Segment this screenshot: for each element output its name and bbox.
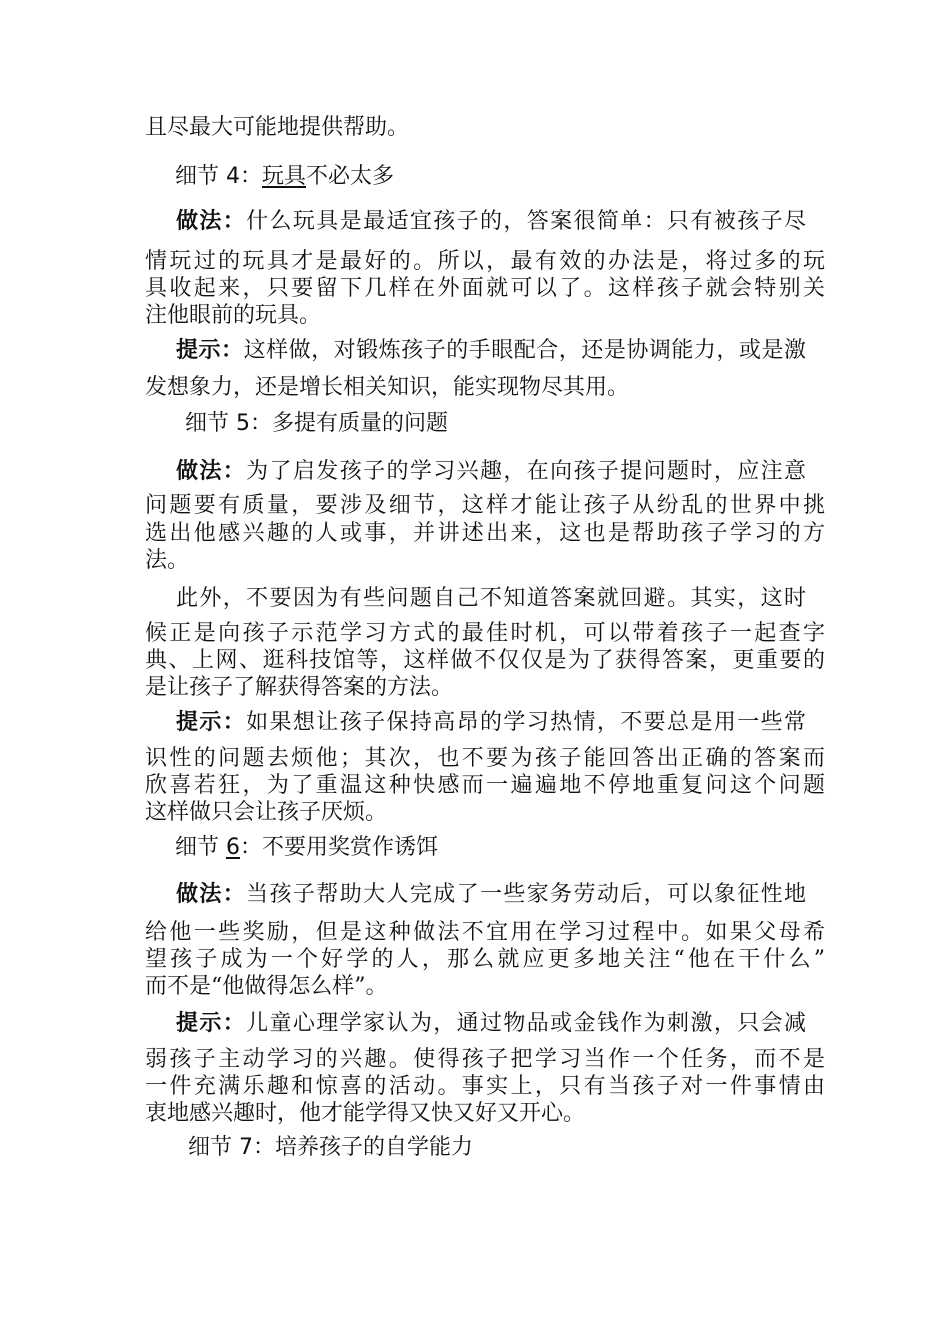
- method-paragraph-4: 做法：什么玩具是最适宜孩子的，答案很简单：只有被孩子尽: [176, 209, 806, 234]
- paragraph-line: 而不是“他做得怎么样”。: [145, 974, 388, 999]
- paragraph-line: 注他眼前的玩具。: [145, 303, 322, 328]
- section-heading-6: 细节 6：不要用奖赏作诱饵: [175, 835, 439, 860]
- method-label: 做法：: [176, 209, 247, 234]
- method-label: 做法：: [176, 882, 247, 907]
- paragraph-line: 具收起来，只要留下几样在外面就可以了。这样孩子就会特别关: [145, 276, 825, 301]
- tip-paragraph-5: 提示：如果想让孩子保持高昂的学习热情，不要总是用一些常: [176, 710, 806, 735]
- paragraph-line: 识性的问题去烦他；其次，也不要为孩子能回答出正确的答案而: [145, 746, 825, 771]
- paragraph-line: 且尽最大可能地提供帮助。: [145, 115, 410, 140]
- paragraph-line: 望孩子成为一个好学的人，那么就应更多地关注“他在干什么”: [145, 947, 825, 972]
- paragraph-line: 给他一些奖励，但是这种做法不宜用在学习过程中。如果父母希: [145, 920, 825, 945]
- tip-paragraph-4: 提示：这样做，对锻炼孩子的手眼配合，还是协调能力，或是激: [176, 338, 806, 363]
- paragraph-line: 一件充满乐趣和惊喜的活动。事实上，只有当孩子对一件事情由: [145, 1074, 825, 1099]
- paragraph-line: 情玩过的玩具才是最好的。所以，最有效的办法是，将过多的玩: [145, 249, 825, 274]
- paragraph-line: 发想象力，还是增长相关知识，能实现物尽其用。: [145, 375, 630, 400]
- paragraph-line: 法。: [145, 548, 190, 573]
- paragraph-line: 衷地感兴趣时，他才能学得又快又好又开心。: [145, 1101, 586, 1126]
- paragraph-line: 选出他感兴趣的人或事，并讲述出来，这也是帮助孩子学习的方: [145, 521, 825, 546]
- method-label: 做法：: [176, 459, 247, 484]
- section-heading-5: 细节 5：多提有质量的问题: [185, 411, 448, 436]
- method-paragraph-6: 做法：当孩子帮助大人完成了一些家务劳动后，可以象征性地: [176, 882, 806, 907]
- paragraph-line: 是让孩子了解获得答案的方法。: [145, 675, 454, 700]
- tip-label: 提示：: [176, 338, 244, 363]
- paragraph-line: 典、上网、逛科技馆等，这样做不仅仅是为了获得答案，更重要的: [145, 648, 825, 673]
- tip-label: 提示：: [176, 710, 247, 735]
- section-heading-4: 细节 4：玩具不必太多: [175, 164, 395, 189]
- paragraph-line: 欣喜若狂，为了重温这种快感而一遍遍地不停地重复问这个问题: [145, 773, 825, 798]
- paragraph-line: 候正是向孩子示范学习方式的最佳时机，可以带着孩子一起查字: [145, 621, 825, 646]
- tip-label: 提示：: [176, 1011, 247, 1036]
- paragraph-line: 这样做只会让孩子厌烦。: [145, 800, 388, 825]
- method-paragraph-5: 做法：为了启发孩子的学习兴趣，在向孩子提问题时，应注意: [176, 459, 806, 484]
- paragraph-line: 此外，不要因为有些问题自己不知道答案就回避。其实，这时: [176, 586, 806, 611]
- tip-paragraph-6: 提示：儿童心理学家认为，通过物品或金钱作为刺激，只会减: [176, 1011, 806, 1036]
- paragraph-line: 问题要有质量，要涉及细节，这样才能让孩子从纷乱的世界中挑: [145, 493, 825, 518]
- paragraph-line: 弱孩子主动学习的兴趣。使得孩子把学习当作一个任务，而不是: [145, 1047, 825, 1072]
- section-heading-7: 细节 7：培养孩子的自学能力: [188, 1135, 473, 1160]
